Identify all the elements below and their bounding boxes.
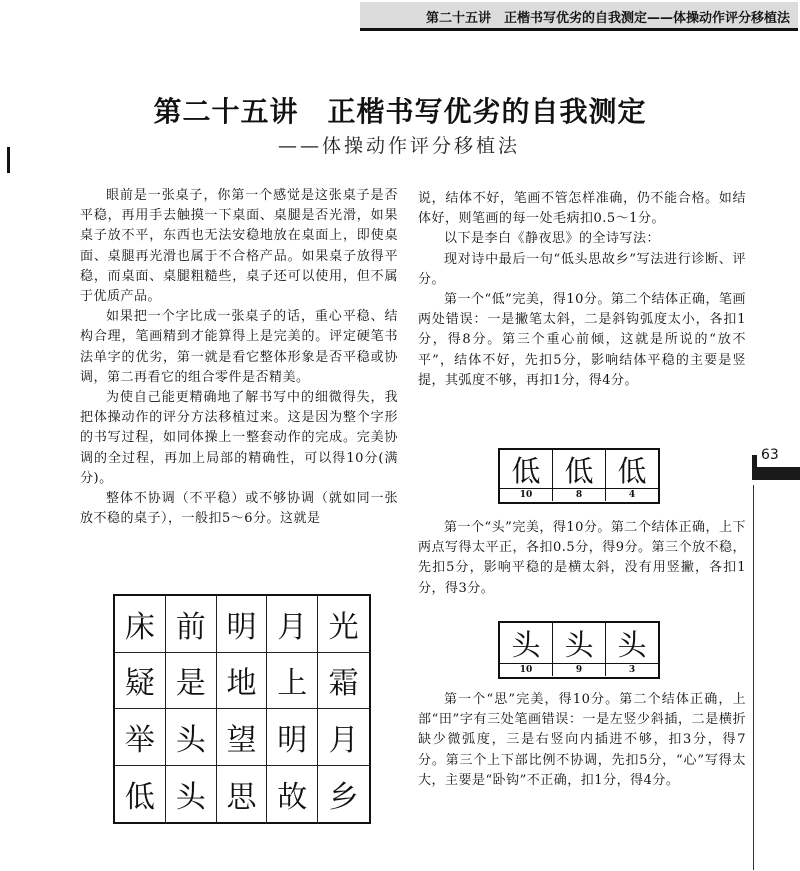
poem-grid [113,594,371,824]
grid-char: 床 [115,596,166,653]
score-table-low [498,448,660,504]
page-number: 63 [757,447,800,467]
right-column-block-3 [418,690,746,791]
grid-char: 是 [166,653,217,710]
score-value: 9 [553,664,606,676]
paragraph: 现对诗中最后一句“低头思故乡”写法进行诊断、评分。 [418,251,746,287]
grid-char: 思 [217,766,268,823]
paragraph: 眼前是一张桌子，你第一个感觉是这张桌子是否平稳，再用手去触摸一下桌面、桌腿是否光滑，如果桌子放不平，东西也无法安稳地放在桌面上，即使桌面、桌腿再光滑也属于不合格产品。如果桌子放得平稳，而桌面、桌腿粗糙些，桌子还可以使用，但不属于优质产品。 [80,188,398,305]
grid-char: 月 [267,596,318,653]
grid-char: 望 [217,709,268,766]
score-value: 10 [500,489,553,501]
lecture-subtitle: ——体操动作评分移植法 [278,135,521,157]
paragraph: 以下是李白《静夜思》的全诗写法： [444,231,661,247]
score-value: 4 [628,490,636,500]
grid-char: 低 [115,766,166,823]
margin-rule [753,485,754,870]
grid-char: 月 [318,709,369,766]
score-char: 低 [500,450,553,488]
score-value: 8 [553,489,606,501]
grid-char: 光 [318,596,369,653]
running-header-title: 第二十五讲 正楷书写优劣的自我测定——体操动作评分移植法 [425,11,790,26]
score-char: 低 [617,453,647,488]
paragraph: 第一个“思”完美，得10分。第二个结体正确，上部“田”字有三处笔画错误：一是左竖少斜插，二是横折缺少微弧度，三是右竖向内插进不够，扣3分，得7分。第三个上下部比例不协调，先扣5分，“心”写得太大，主要是“卧钩”不正确，扣1分，得4分。 [418,692,746,788]
grid-char: 霜 [318,653,369,710]
grid-char: 上 [267,653,318,710]
score-char: 低 [553,450,606,488]
score-char: 头 [500,623,553,663]
paragraph: 如果把一个字比成一张桌子的话，重心平稳、结构合理，笔画精到才能算得上是完美的。评定硬笔书法单字的优劣，第一就是看它整体形象是否平稳或协调，第二再看它的组合零件是否精美。 [80,309,398,385]
paragraph: 第一个“头”完美，得10分。第二个结体正确，上下两点写得太平正，各扣0.5分，得9分。第三个放不稳，先扣5分，影响平稳的是横太斜，没有用竖撇，各扣1分，得3分。 [418,520,746,596]
score-table-head [498,621,660,679]
score-char: 头 [553,623,606,663]
paragraph: 整体不协调（不平稳）或不够协调（就如同一张放不稳的桌子），一般扣5～6分。这就是 [80,491,398,527]
score-char: 头 [617,627,647,662]
margin-mark [7,147,10,173]
grid-char: 疑 [115,653,166,710]
grid-char: 明 [267,709,318,766]
right-column-block-1 [418,189,746,391]
score-value: 3 [628,665,636,675]
right-column-block-2 [418,518,746,599]
running-header [360,2,798,31]
grid-char: 头 [166,766,217,823]
paragraph: 说，结体不好，笔画不管怎样准确，仍不能合格。如结体好，则笔画的每一处毛病扣0.5～1分。 [418,191,746,227]
paragraph: 第一个“低”完美，得10分。第二个结体正确，笔画两处错误：一是撇笔太斜，二是斜钩弧度太小，各扣1分，得8分。第三个重心前倾，这就是所说的“放不平”，结体不好，先扣5分，影响结体平稳的主要是竖提，其弧度不够，再扣1分，得4分。 [418,292,746,388]
lecture-title: 第二十五讲 正楷书写优劣的自我测定 [153,95,647,128]
grid-char: 乡 [328,779,359,815]
grid-char: 地 [217,653,268,710]
left-column [80,186,398,529]
grid-char: 明 [217,596,268,653]
paragraph: 为使自己能更精确地了解书写中的细微得失，我把体操动作的评分方法移植过来。这是因为整个字形的书写过程，如同体操上一整套动作的完成。完美协调的全过程，再加上局部的精确性，可以得10分(满分)。 [80,390,398,486]
grid-char: 头 [166,709,217,766]
grid-char: 前 [166,596,217,653]
grid-char: 故 [267,766,318,823]
score-value: 10 [500,664,553,676]
grid-char: 举 [115,709,166,766]
